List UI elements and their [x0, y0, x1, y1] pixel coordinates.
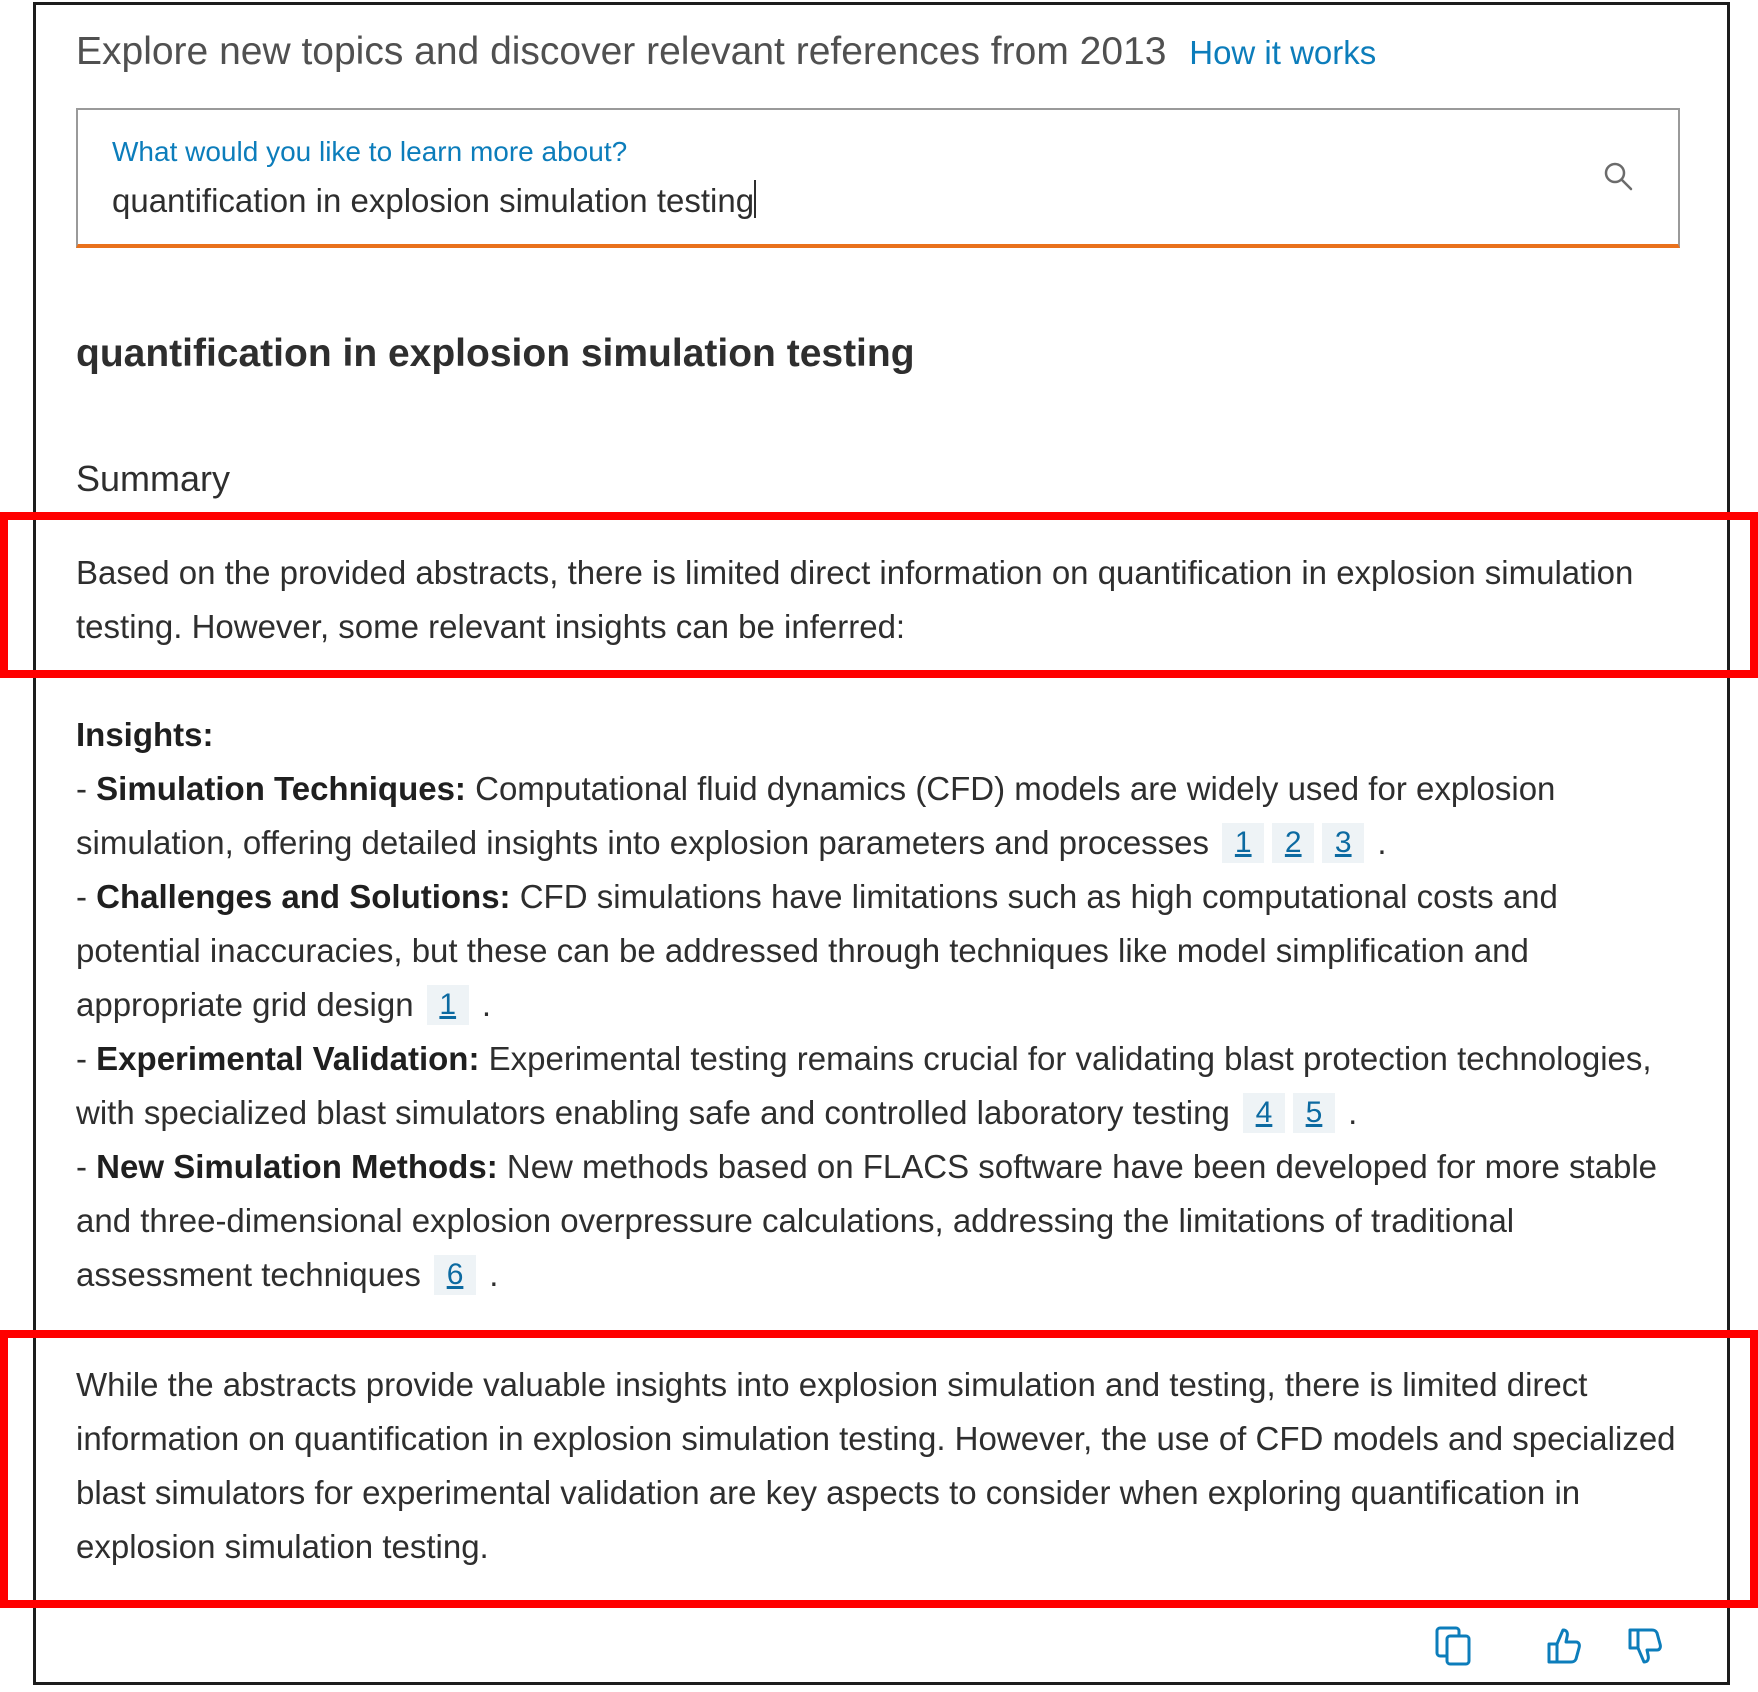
reference-link[interactable]: 4	[1243, 1093, 1285, 1133]
thumbs-up-icon[interactable]	[1543, 1624, 1583, 1668]
summary-intro: Based on the provided abstracts, there is limited direct information on quantification in explosion simulation testing. However, some relevant insights can be inferred:	[76, 554, 1634, 645]
reference-link[interactable]: 1	[427, 985, 469, 1025]
insight-text: New methods based on FLACS software have been developed for more stable and three-dimensional explosion overpressure calculations, addressing the limitations of traditional assessment techniques	[76, 1148, 1658, 1293]
insight-text: Computational fluid dynamics (CFD) models are widely used for explosion simulation, offering detailed insights into explosion parameters and processes	[76, 770, 1556, 861]
summary-conclusion: While the abstracts provide valuable insights into explosion simulation and testing, there is limited direct information on quantification in explosion simulation testing. However, the use of CFD models and specialized blast simulators for experimental validation are key aspects to consider when exploring quantification in explosion simulation testing.	[76, 1366, 1676, 1565]
search-input-value: quantification in explosion simulation testing	[112, 182, 755, 219]
search-box[interactable]	[76, 108, 1680, 248]
search-input[interactable]	[112, 180, 1512, 220]
thumbs-down-icon[interactable]	[1624, 1624, 1664, 1668]
page-header	[76, 30, 1376, 74]
insight-item: - Experimental Validation: Experimental testing remains crucial for validating blast protection technologies, with specialized blast simulators enabling safe and controlled laboratory testing 4 5 .	[76, 1040, 1652, 1131]
insights-heading: Insights:	[76, 716, 214, 753]
query-title: quantification in explosion simulation testing	[76, 332, 915, 375]
reference-link[interactable]: 6	[434, 1255, 476, 1295]
how-it-works-link[interactable]: How it works	[1189, 34, 1377, 71]
reference-link[interactable]: 3	[1322, 823, 1364, 863]
insights-section	[76, 708, 1686, 1302]
text-caret	[754, 180, 756, 218]
copy-icon[interactable]	[1433, 1624, 1473, 1668]
insight-title: Experimental Validation:	[96, 1040, 480, 1077]
insight-title: Simulation Techniques:	[96, 770, 466, 807]
page-title: Explore new topics and discover relevant references from 2013	[76, 30, 1167, 73]
search-icon[interactable]	[1602, 160, 1634, 192]
insight-item: - Simulation Techniques: Computational fluid dynamics (CFD) models are widely used for explosion simulation, offering detailed insights into explosion parameters and processes 1 2 3 .	[76, 770, 1556, 861]
summary-heading: Summary	[76, 458, 231, 499]
insight-item: - New Simulation Methods: New methods based on FLACS software have been developed for more stable and three-dimensional explosion overpressure calculations, addressing the limitations of traditional assessment techniques 6 .	[76, 1148, 1658, 1293]
reference-link[interactable]: 5	[1293, 1093, 1335, 1133]
reference-link[interactable]: 1	[1222, 823, 1264, 863]
insight-title: New Simulation Methods:	[96, 1148, 498, 1185]
search-label: What would you like to learn more about?	[112, 136, 628, 167]
insight-text: Experimental testing remains crucial for validating blast protection technologies, with specialized blast simulators enabling safe and controlled laboratory testing	[76, 1040, 1652, 1131]
reference-link[interactable]: 2	[1272, 823, 1314, 863]
insight-text: CFD simulations have limitations such as high computational costs and potential inaccuracies, but these can be addressed through techniques like model simplification and appropriate grid design	[76, 878, 1558, 1023]
insight-title: Challenges and Solutions:	[96, 878, 511, 915]
insight-item: - Challenges and Solutions: CFD simulations have limitations such as high computational costs and potential inaccuracies, but these can be addressed through techniques like model simplification and appropriate grid design 1 .	[76, 878, 1558, 1023]
